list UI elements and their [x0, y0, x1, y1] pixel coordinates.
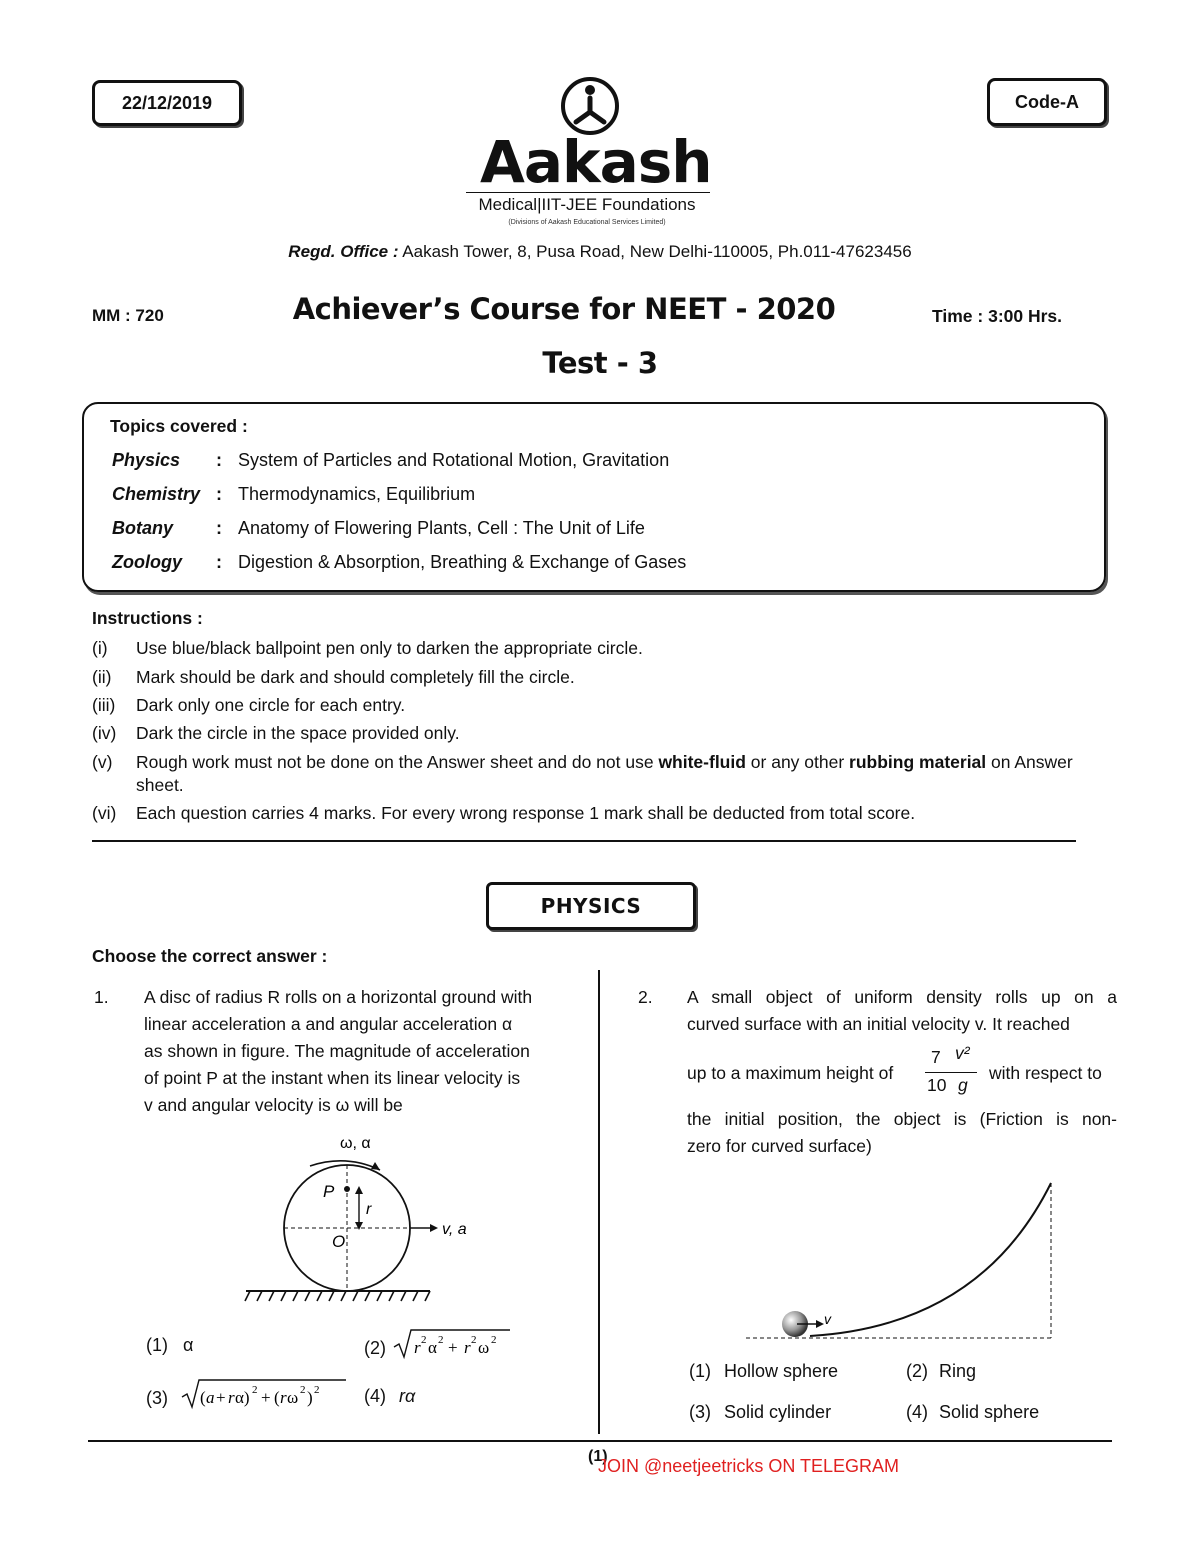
option-number: (1)	[146, 1335, 168, 1355]
svg-text:(: (	[200, 1388, 206, 1407]
q1-option-4[interactable]	[364, 1386, 415, 1407]
topic-row	[112, 518, 645, 539]
topic-text: System of Particles and Rotational Motion, Gravitation	[238, 450, 670, 470]
curved-surface	[810, 1183, 1051, 1336]
option-text: Solid sphere	[939, 1402, 1040, 1422]
q2-line-4: the initial position, the object is (Friction is non-	[687, 1109, 1117, 1129]
option-text: Solid cylinder	[724, 1402, 832, 1422]
omega-alpha-label: ω, α	[340, 1135, 371, 1152]
topic-subject: Physics	[112, 450, 181, 470]
instruction-text	[136, 751, 1112, 797]
test-number: Test - 3	[542, 346, 658, 380]
r-label: r	[366, 1201, 372, 1218]
svg-text:α: α	[428, 1338, 437, 1357]
instruction-text: Each question carries 4 marks. For every wrong response 1 mark shall be deducted from total score.	[136, 803, 916, 823]
svg-text:r: r	[228, 1388, 235, 1407]
code-box	[987, 78, 1107, 126]
svg-text:+: +	[216, 1388, 226, 1407]
instruction-text-part: Rough work must not be done on the Answer sheet and do not use	[136, 752, 659, 772]
q1-option-2[interactable]	[364, 1335, 512, 1361]
instruction-num: (iv)	[92, 723, 117, 743]
date-text: 22/12/2019	[121, 92, 213, 113]
frac-denominator: 10	[927, 1075, 947, 1095]
topic-colon: :	[216, 518, 222, 538]
instruction-item	[92, 722, 1112, 745]
topic-text: Thermodynamics, Equilibrium	[238, 484, 476, 504]
topics-box	[82, 402, 1106, 592]
option-number: (3)	[689, 1402, 711, 1422]
instruction-text: Dark the circle in the space provided only.	[136, 723, 460, 743]
office-address: Aakash Tower, 8, Pusa Road, New Delhi-110005, Ph.011-47623456	[402, 242, 912, 261]
option-number: (1)	[689, 1361, 711, 1381]
topic-colon: :	[216, 484, 222, 504]
q2-number: 2.	[638, 987, 653, 1007]
instruction-num: (vi)	[92, 803, 117, 823]
q1-line: linear acceleration a and angular acceleration α	[144, 1014, 513, 1034]
svg-text:2: 2	[471, 1334, 477, 1346]
topic-colon: :	[216, 552, 222, 572]
q2-option-1[interactable]	[689, 1361, 838, 1382]
svg-text:2: 2	[300, 1384, 306, 1396]
instruction-num: (i)	[92, 638, 108, 658]
aakash-emblem-icon	[560, 76, 620, 136]
va-label: v, a	[442, 1221, 467, 1238]
q2-line-3b: with respect to	[989, 1063, 1102, 1083]
svg-text:2: 2	[252, 1384, 258, 1396]
center-o-label: O	[332, 1232, 346, 1251]
instructions-rule	[92, 840, 1076, 842]
q2-line-3a: up to a maximum height of	[687, 1063, 894, 1083]
svg-text:r: r	[464, 1338, 471, 1357]
q2-line-3	[687, 1044, 1117, 1100]
point-p-dot	[344, 1186, 350, 1192]
instruction-bold: rubbing material	[849, 752, 987, 772]
svg-text:+: +	[448, 1338, 458, 1357]
instruction-item	[92, 751, 1112, 797]
topics-heading: Topics covered :	[110, 416, 248, 436]
q2-line-5: zero for curved surface)	[687, 1136, 872, 1156]
instruction-text-part: or any other	[745, 752, 850, 772]
instruction-item	[92, 802, 1112, 825]
max-marks: MM : 720	[92, 306, 164, 325]
r-arrow-icon	[355, 1186, 363, 1230]
date-box	[92, 80, 242, 126]
q2-line-1: A small object of uniform density rolls up on a	[687, 987, 1117, 1007]
topic-row	[112, 552, 686, 573]
instruction-item	[92, 666, 1112, 689]
topic-subject: Zoology	[112, 552, 182, 572]
topic-subject: Botany	[112, 518, 174, 538]
option-text: rα	[399, 1386, 416, 1406]
frac-v-squared: v²	[955, 1043, 970, 1063]
svg-text:(: (	[274, 1388, 280, 1407]
topic-text: Anatomy of Flowering Plants, Cell : The Unit of Life	[238, 518, 645, 538]
topic-text: Digestion & Absorption, Breathing & Exchange of Gases	[238, 552, 687, 572]
ground-hatch-icon	[245, 1291, 430, 1301]
svg-text:ω: ω	[287, 1388, 299, 1407]
ball-v-label: v	[824, 1311, 831, 1327]
topic-row	[112, 484, 475, 505]
option-text: Ring	[939, 1361, 977, 1381]
q2-curved-surface-figure	[740, 1176, 1060, 1346]
svg-text:r: r	[280, 1388, 287, 1407]
topic-row	[112, 450, 669, 471]
option-text: Hollow sphere	[724, 1361, 839, 1381]
telegram-link[interactable]: JOIN @neetjeetricks ON TELEGRAM	[598, 1456, 900, 1476]
q1-option-3[interactable]	[146, 1385, 350, 1411]
svg-text:2: 2	[421, 1334, 427, 1346]
instructions-heading: Instructions :	[92, 608, 203, 628]
velocity-arrow-icon	[410, 1224, 438, 1232]
frac-numerator: 7	[931, 1047, 941, 1067]
topic-colon: :	[216, 450, 222, 470]
svg-text:a: a	[206, 1388, 215, 1407]
option-number: (2)	[364, 1337, 386, 1358]
registered-office	[0, 242, 1200, 262]
q2-fraction	[925, 1044, 979, 1100]
page-number: (1)	[588, 1448, 608, 1465]
column-divider	[598, 970, 600, 1434]
brand-tagline: Medical|IIT-JEE Foundations	[478, 195, 696, 214]
brand-logo-text: Aakash	[480, 128, 712, 196]
q1-line: as shown in figure. The magnitude of acceleration	[144, 1041, 530, 1061]
instruction-item	[92, 694, 1112, 717]
footer-rule	[88, 1440, 1112, 1442]
q2-option-3[interactable]	[689, 1402, 831, 1423]
q2-option-4[interactable]	[906, 1402, 1039, 1423]
instruction-text: Mark should be dark and should completely fill the circle.	[136, 667, 575, 687]
topic-subject: Chemistry	[112, 484, 201, 504]
brand-division: (Divisions of Aakash Educational Services Limited)	[508, 219, 666, 226]
q1-number: 1.	[94, 987, 109, 1007]
time-allowed: Time : 3:00 Hrs.	[932, 306, 1063, 326]
logo-divider	[466, 192, 710, 193]
point-p-label: P	[323, 1182, 335, 1201]
option-number: (4)	[364, 1386, 386, 1406]
course-title: Achiever’s Course for NEET - 2020	[292, 292, 836, 326]
frac-g: g	[958, 1075, 968, 1095]
instruction-text: Dark only one circle for each entry.	[136, 695, 406, 715]
svg-text:r: r	[414, 1338, 421, 1357]
q1-line: A disc of radius R rolls on a horizontal ground with	[144, 987, 533, 1007]
instruction-num: (ii)	[92, 667, 112, 687]
svg-text:ω: ω	[478, 1338, 490, 1357]
q1-line: of point P at the instant when its linear velocity is	[144, 1068, 521, 1088]
option-number: (3)	[146, 1387, 168, 1408]
svg-text:2: 2	[314, 1384, 320, 1396]
instruction-bold: white-fluid	[658, 752, 746, 772]
instruction-item	[92, 637, 1112, 660]
svg-text:2: 2	[438, 1334, 444, 1346]
section-title: PHYSICS	[540, 894, 642, 918]
code-text: Code-A	[1015, 91, 1079, 112]
section-box	[486, 882, 696, 930]
svg-text:+: +	[261, 1388, 271, 1407]
q1-line: v and angular velocity is ω will be	[144, 1095, 403, 1115]
svg-text:α): α)	[235, 1388, 250, 1407]
choose-instruction: Choose the correct answer :	[92, 946, 328, 966]
instruction-num: (iii)	[92, 695, 116, 715]
svg-text:): )	[307, 1388, 313, 1407]
option-number: (2)	[906, 1361, 928, 1381]
option-text: α	[183, 1335, 194, 1355]
option-number: (4)	[906, 1402, 928, 1422]
q1-disc-figure	[240, 1128, 480, 1308]
q1-text	[144, 984, 584, 1119]
q2-option-2[interactable]	[906, 1361, 976, 1382]
q1-option-3-formula	[180, 1377, 350, 1411]
q2-line-2: curved surface with an initial velocity v. It reached	[687, 1014, 1070, 1034]
instruction-text: Use blue/black ballpoint pen only to darken the appropriate circle.	[136, 638, 643, 658]
q1-option-1[interactable]	[146, 1335, 193, 1356]
instruction-num: (v)	[92, 752, 113, 772]
office-label: Regd. Office :	[288, 242, 399, 261]
q1-option-2-formula	[392, 1327, 512, 1361]
svg-text:2: 2	[491, 1334, 497, 1346]
instruction-text-part: on Answer sheet.	[136, 752, 1073, 795]
